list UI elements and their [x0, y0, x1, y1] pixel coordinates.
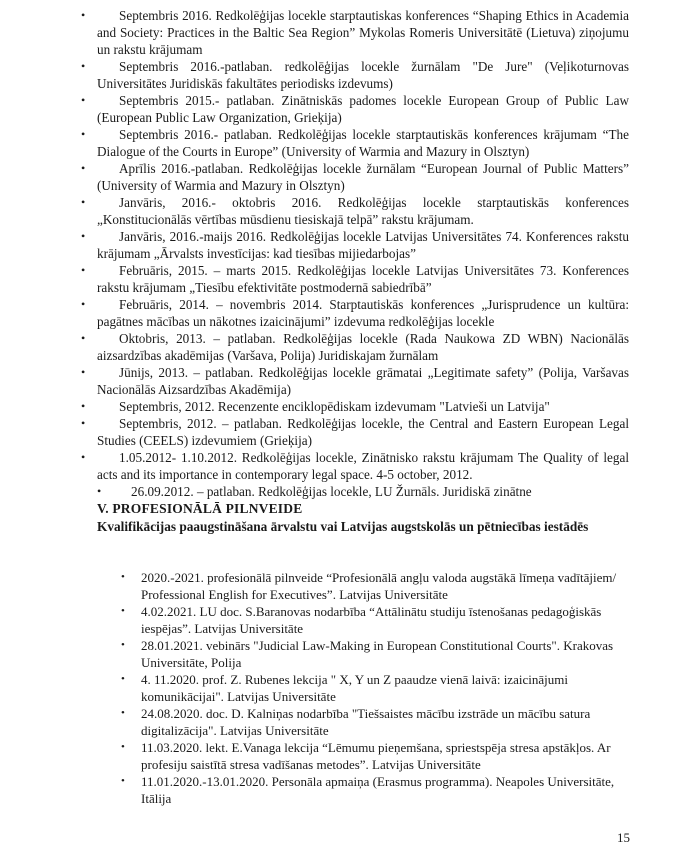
list-item: • Februāris, 2015. – marts 2015. Redkolēģijas locekle Latvijas Universitātes 73. Konferences rakstu krājumam „Tiesību efektivitāte postmodernā sabiedrībā”	[81, 263, 629, 295]
list-item: • Septembris, 2012. Recenzente enciklopēdiskam izdevumam "Latvieši un Latvija"	[81, 399, 550, 414]
section-heading: V. PROFESIONĀLĀ PILNVEIDE	[97, 501, 303, 516]
bullet-icon: •	[81, 93, 86, 107]
list-item: • Aprīlis 2016.-patlaban. Redkolēģijas locekle žurnālam “European Journal of Public Matters” (University of Warmia and Mazury in Olsztyn)	[81, 161, 629, 193]
list-item: • 4.02.2021. LU doc. S.Baranovas nodarbība “Attālinātu studiju īstenošanas pedagoģiskās iespējas”. Latvijas Universitāte	[121, 604, 602, 636]
bullet-icon: •	[81, 195, 86, 209]
section-subheading: Kvalifikācijas paaugstināšana ārvalstu vai Latvijas augstskolās un pētniecības iestādēs	[97, 519, 589, 534]
bullet-icon: •	[81, 297, 86, 311]
list-item: • Septembris 2015.- patlaban. Zinātniskās padomes locekle European Group of Public Law (European Public Law Organization, Grieķija)	[81, 93, 629, 125]
list-item: • Septembris, 2012. – patlaban. Redkolēģijas locekle, the Central and Eastern European Legal Studies (CEELS) izdevumiem (Grieķija)	[81, 416, 629, 448]
bullet-icon: •	[121, 571, 125, 583]
bullet-icon: •	[81, 399, 86, 413]
bullet-icon: •	[121, 707, 125, 719]
bullet-icon: •	[121, 775, 125, 787]
bullet-icon: •	[81, 229, 86, 243]
bullet-icon: •	[121, 605, 125, 617]
list-item: • 11.01.2020.-13.01.2020. Personāla apmaiņa (Erasmus programma). Neapoles Universitāte, Itālija	[121, 774, 615, 806]
bullet-icon: •	[81, 161, 86, 175]
bullet-icon: •	[81, 416, 86, 430]
bullet-icon: •	[81, 263, 86, 277]
page-number: 15	[617, 830, 630, 845]
list-item: • Februāris, 2014. – novembris 2014. Starptautiskās konferences „Jurisprudence un kultūra: pagātnes mācības un nākotnes izaicinājumi” izdevuma redkolēģijas locekle	[81, 297, 629, 329]
list-item: • Janvāris, 2016.-maijs 2016. Redkolēģijas locekle Latvijas Universitātes 74. Konferences rakstu krājumam „Ārvalsts investīcijas: kad tiesības mijiedarbojas”	[81, 229, 629, 261]
list-item: • Septembris 2016.-patlaban. redkolēģijas locekle žurnālam "De Jure" (Veļikoturnovas Universitātes Juridiskās fakultātes periodisks izdevums)	[81, 59, 629, 91]
list-item: • 4. 11.2020. prof. Z. Rubenes lekcija " X, Y un Z paaudze vienā laivā: izaicinājumi komunikācijai". Latvijas Universitāte	[121, 672, 568, 704]
professional-development-list	[121, 569, 629, 807]
bullet-icon: •	[97, 484, 102, 498]
bullet-icon: •	[81, 365, 86, 379]
list-item: • Janvāris, 2016.- oktobris 2016. Redkolēģijas locekle starptautiskās konferences „Konstitucionālās vērtības mūsdienu tiesiskajā telpā” rakstu krājumam.	[81, 195, 629, 227]
bullet-icon: •	[81, 450, 86, 464]
list-item: • 1.05.2012- 1.10.2012. Redkolēģijas locekle, Zinātnisko rakstu krājumam The Quality of legal acts and its importance in contemporary legal space. 4-5 october, 2012.	[81, 450, 629, 482]
bullet-icon: •	[81, 331, 86, 345]
editorial-roles-list	[81, 7, 629, 500]
list-item: • 28.01.2021. vebinārs "Judicial Law-Making in European Constitutional Courts". Krakovas Universitāte, Polija	[121, 638, 614, 670]
list-item: • Septembris 2016.- patlaban. Redkolēģijas locekle starptautiskās konferences krājumam “The Dialogue of the Courts in Europe” (University of Warmia and Mazury in Olsztyn)	[81, 127, 629, 159]
bullet-icon: •	[121, 639, 125, 651]
list-item: • Septembris 2016. Redkolēģijas locekle starptautiskas konferences “Shaping Ethics in Academia and Society: Practices in the Baltic Sea Region” Mykolas Romeris Universitātē (Lietuva) ziņojumu un rakstu krājumam	[81, 8, 629, 57]
bullet-icon: •	[81, 59, 86, 73]
bullet-icon: •	[81, 8, 86, 22]
list-item: • 11.03.2020. lekt. E.Vanaga lekcija “Lēmumu pieņemšana, spriestspēja stresa apstākļos. Ar profesiju saistītā stresa vadīšanas metodes”. Latvijas Universitāte	[121, 740, 611, 772]
list-item: • Oktobris, 2013. – patlaban. Redkolēģijas locekle (Rada Naukowa ZD WBN) Nacionālās aizsardzības akadēmijas (Varšava, Polija) Juridiskajam žurnālam	[81, 331, 629, 363]
list-item: • Jūnijs, 2013. – patlaban. Redkolēģijas locekle grāmatai „Legitimate safety” (Polija, Varšavas Nacionālās Aizsardzības Akadēmija)	[81, 365, 629, 397]
list-item: • 24.08.2020. doc. D. Kalniņas nodarbība "Tiešsaistes mācību izstrāde un mācību satura digitalizācija". Latvijas Universitāte	[121, 706, 591, 738]
bullet-icon: •	[121, 741, 125, 753]
bullet-icon: •	[81, 127, 86, 141]
list-item: • 2020.-2021. profesionālā pilnveide “Profesionālā angļu valoda augstākā līmeņa vadītājiem/ Professional English for Executives”. Latvijas Universitāte	[121, 570, 617, 602]
bullet-icon: •	[121, 673, 125, 685]
list-item: • 26.09.2012. – patlaban. Redkolēģijas locekle, LU Žurnāls. Juridiskā zinātne	[97, 484, 532, 499]
